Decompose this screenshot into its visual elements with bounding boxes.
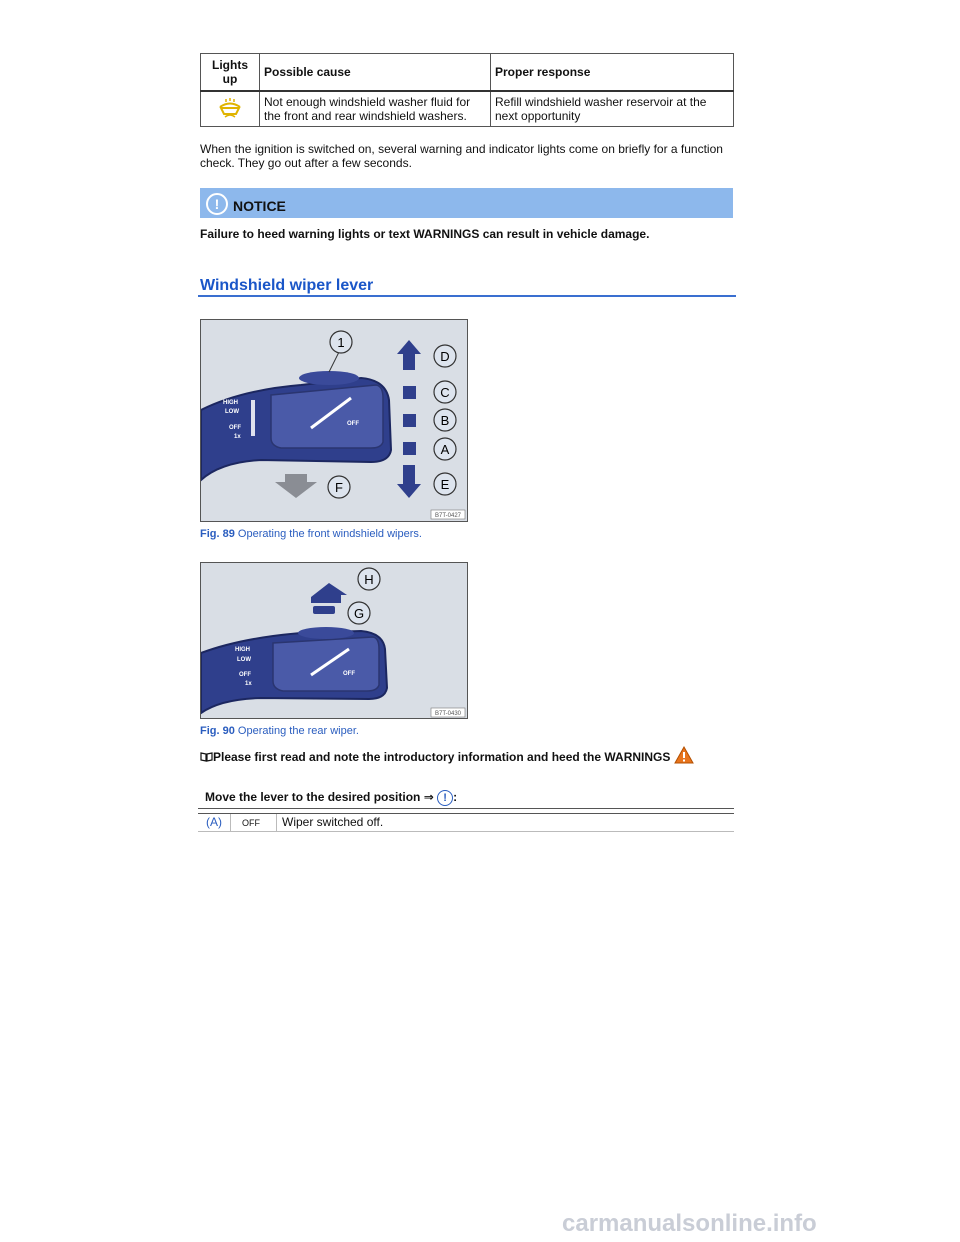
ignition-paragraph: When the ignition is switched on, several warning and indicator lights come on briefly for a function check. They go out after a few seconds. [200,142,723,170]
rear-wiper-lever-illustration [201,563,467,718]
figure-caption-text: Operating the rear wiper. [237,725,359,737]
table-header-row [201,54,734,92]
callout-H: H [364,572,374,587]
callout-F: F [335,480,343,495]
book-icon [200,752,213,762]
lever-label-1x: 1x [245,681,252,687]
lever-label-off-rear: OFF [343,671,355,677]
position-symbol: OFF [242,818,260,828]
section-divider [198,295,736,297]
section-title: Windshield wiper lever [200,277,374,294]
position-description: Wiper switched off. [282,815,384,829]
figure-caption-text: Operating the front windshield wipers. [237,528,422,540]
callout-C: C [440,385,450,400]
move-lever-title-text: Move the lever to the desired position ⇒ [205,790,434,804]
exclamation-circle-icon[interactable]: ! [437,790,453,806]
exclamation-circle-icon: ! [206,193,228,215]
figure-front-wiper [200,319,468,522]
header-lights-up: Lights up [201,54,260,92]
warning-lights-table [200,53,734,127]
notice-label: NOTICE [233,198,286,214]
lever-label-low: LOW [225,409,239,415]
figure-number: Fig. 89 [200,528,235,540]
lever-label-off: OFF [229,425,241,431]
table-row [198,814,734,832]
column-divider [230,814,231,831]
figure-number: Fig. 90 [200,725,235,737]
lever-label-off-rear: OFF [347,421,359,427]
wiper-lever-illustration [201,320,467,521]
lever-label-low: LOW [237,657,251,663]
callout-E: E [440,477,450,492]
intro-text: Please first read and note the introductory information and heed the WARNINGS [213,750,671,764]
header-proper-response: Proper response [491,54,734,92]
lever-label-high: HIGH [223,400,238,406]
figure-rear-wiper [200,562,468,719]
lever-label-high: HIGH [235,647,250,653]
watermark: carmanualsonline.info [562,1210,817,1237]
figure-caption [200,725,359,737]
figure-code: B7T-0427 [434,513,462,519]
callout-A: A [440,442,450,457]
callout-B: B [440,413,450,428]
notice-text: Failure to heed warning lights or text WARNINGS can result in vehicle damage. [200,227,650,241]
table-row [201,91,734,127]
figure-caption [200,528,422,540]
position-key[interactable]: (A) [206,815,222,829]
column-divider [276,814,277,831]
intro-line [200,746,694,764]
washer-fluid-warning-icon [217,98,243,118]
lever-label-off: OFF [239,672,251,678]
figure-code: B7T-0430 [434,711,462,717]
move-lever-title-suffix: : [453,790,458,804]
notice-banner [200,188,733,218]
warning-triangle-icon [674,746,694,764]
callout-1: 1 [337,335,345,350]
table-cell-response: Refill windshield washer reservoir at the next opportunity [491,91,734,127]
callout-G: G [353,606,365,621]
move-lever-title [205,790,457,806]
callout-D: D [440,349,450,364]
header-possible-cause: Possible cause [260,54,491,92]
table-cell-cause: Not enough windshield washer fluid for the front and rear windshield washers. [260,91,491,127]
table-cell-icon [201,91,260,127]
lever-label-1x: 1x [234,434,241,440]
